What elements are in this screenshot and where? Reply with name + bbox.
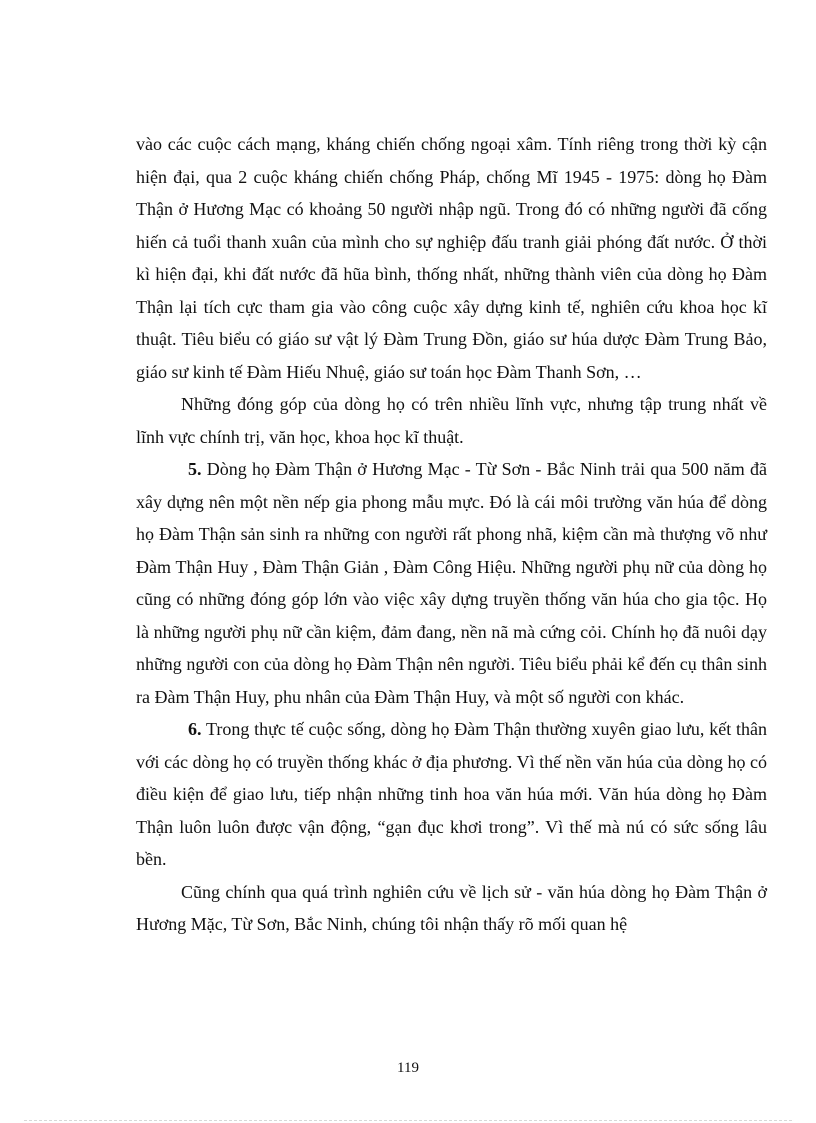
point-number: 5. (188, 459, 202, 479)
paragraph-point-6 (136, 713, 767, 876)
paragraph-point-5 (136, 453, 767, 713)
page-bottom-divider (24, 1120, 792, 1121)
paragraph-text: Cũng chính qua quá trình nghiên cứu về lịch sử - văn húa dòng họ Đàm Thận ở Hương Mặc, Từ Sơn, Bắc Ninh, chúng tôi nhận thấy rõ mối quan hệ (136, 881, 767, 934)
paragraph-text: Trong thực tế cuộc sống, dòng họ Đàm Thận thường xuyên giao lưu, kết thân với các dòng họ có truyền thống khác ở địa phương. Vì thế nền văn húa của dòng họ có điều kiện để giao lưu, tiếp nhận những tinh hoa văn húa mới. Văn húa dòng họ Đàm Thận luôn luôn được vận động, “gạn đục khơi trong”. Vì thế mà nú có sức sống lâu bền. (136, 719, 767, 869)
paragraph-text: vào các cuộc cách mạng, kháng chiến chống ngoại xâm. Tính riêng trong thời kỳ cận hiện đại, qua 2 cuộc kháng chiến chống Pháp, chống Mĩ 1945 - 1975: dòng họ Đàm Thận ở Hương Mạc có khoảng 50 người nhập ngũ. Trong đó có những người đã cống hiến cả tuổi thanh xuân của mình cho sự nghiệp đấu tranh giải phóng đất nước. Ở thời kì hiện đại, khi đất nước đã hũa bình, thống nhất, những thành viên của dòng họ Đàm Thận lại tích cực tham gia vào công cuộc xây dựng kinh tế, nghiên cứu khoa học kĩ thuật. Tiêu biểu có giáo sư vật lý Đàm Trung Đồn, giáo sư húa dược Đàm Trung Bảo, giáo sư kinh tế Đàm Hiếu Nhuệ, giáo sư toán học Đàm Thanh Sơn, … (136, 134, 767, 382)
paragraph-text: Những đóng góp của dòng họ có trên nhiều lĩnh vực, nhưng tập trung nhất về lĩnh vực chính trị, văn học, khoa học kĩ thuật. (136, 394, 767, 447)
paragraph-contributions (136, 388, 767, 453)
paragraph-continuation (136, 128, 767, 388)
point-number: 6. (188, 719, 202, 739)
page-number: 119 (397, 1060, 419, 1076)
paragraph-conclusion (136, 876, 767, 941)
paragraph-text: Dòng họ Đàm Thận ở Hương Mạc - Từ Sơn - Bắc Ninh trải qua 500 năm đã xây dựng nên một nền nếp gia phong mẫu mực. Đó là cái môi trường văn húa để dòng họ Đàm Thận sản sinh ra những con người rất phong nhã, kiệm cần mà thượng võ như Đàm Thận Huy , Đàm Thận Giản , Đàm Công Hiệu. Những người phụ nữ của dòng họ cũng có những đóng góp lớn vào việc xây dựng truyền thống văn húa cho gia tộc. Họ là những người phụ nữ cần kiệm, đảm đang, nền nã mà cứng cỏi. Chính họ đã nuôi dạy những người con của dòng họ Đàm Thận nên người. Tiêu biểu phải kể đến cụ thân sinh ra Đàm Thận Huy, phu nhân của Đàm Thận Huy, và một số người con khác. (136, 459, 767, 707)
body-text (136, 128, 767, 941)
